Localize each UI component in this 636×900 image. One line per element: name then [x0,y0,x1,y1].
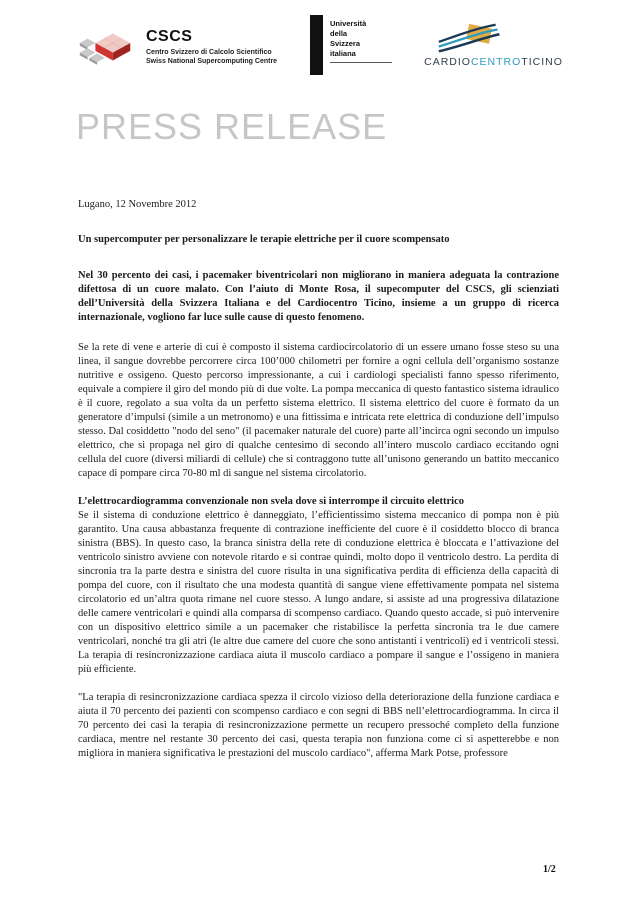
body-paragraph-1: Se la rete di vene e arterie di cui è composto il sistema cardiocircolatorio di un essere umano fosse steso su una linea, il sangue dovrebbe percorrere circa 100’000 chilometri per fornire a ogni cellula dell’organismo sostanze nutritive e ossigeno. Questo percorso impressionante, a cui i cardiologi specialisti fanno spesso riferimento, equivale a compiere il giro del mondo più di due volte. La pompa meccanica di questo fantastico sistema idraulico è il cuore, regolato a sua volta da un perfetto sistema elettrico. Il sistema elettrico del cuore è formato da un generatore d’impulsi (simile a un metronomo) e una fittissima e intricata rete elettrica di conduzione dell’impulso stesso. Dal cosiddetto "nodo del seno" (il pacemaker naturale del cuore) parte all’incirca ogni secondo un impulso elettrico, che si propaga nel giro di qualche centesimo di secondo all’intero muscolo cardiaco eccitando ogni cellula del cuore (diversi miliardi di cellule) che si contraggono tutte all’unisono generando un battito meccanico capace di pompare circa 70-80 ml di sangue nel sistema circolatorio. [78,342,559,479]
cardiocentro-logo [421,22,566,68]
cardio-text-part1: CARDIO [424,56,471,68]
usi-logo-rule [330,62,392,63]
cardio-text-part2: CENTRO [470,56,522,68]
dateline: Lugano, 12 Novembre 2012 [78,199,197,210]
usi-logo-bar [310,15,323,75]
page-number: 1/2 [543,864,556,875]
cardiocentro-logo-text [421,56,566,68]
lead-paragraph: Nel 30 percento dei casi, i pacemaker biventricolari non migliorano in maniera adeguata la contrazione difettosa di un cuore malato. Con l’aiuto di Monte Rosa, il supecomputer del CSCS, gli scienziati dell’Università della Svizzera Italiana e del Cardiocentro Ticino, insieme a un gruppo di ricerca internazionale, vogliono far luce sulle cause di questo fenomeno. [78,270,559,323]
document-title: Un supercomputer per personalizzare le terapie elettriche per il cuore scompensato [78,234,450,245]
section-subhead: L’elettrocardiogramma convenzionale non svela dove si interrompe il circuito elettrico [78,496,464,507]
usi-logo [310,15,392,79]
logo-header [78,14,566,84]
section-electrocardiogram [78,495,559,677]
usi-line-3: Svizzera [330,39,361,48]
cscs-subtitle-italian: Centro Svizzero di Calcolo Scientifico [146,49,272,56]
body-paragraph-3: "La terapia di resincronizzazione cardiaca spezza il circolo vizioso della deteriorazione della funzione cardiaca e aiuta il 70 percento dei pazienti con scompenso cardiaco e con segni di BBS nell’elettrocardiogramma. In circa il 70 percento dei casi la terapia di resincronizzazione permette un recupero pressoché completo della funzione cardiaca, mentre nel restante 30 percento dei casi, questa terapia non funziona come ci si aspetterebbe e non migliora in maniera significativa le prestazioni del muscolo cardiaco", afferma Mark Potse, professore [78,692,559,759]
cscs-logo [78,28,277,68]
cardio-text-part3: TICINO [521,56,563,68]
body-paragraph-2: Se il sistema di conduzione elettrico è danneggiato, l’efficientissimo sistema meccanico di pompa non è più garantito. Una causa abbastanza frequente di contrazione inefficiente del cuore è il cosiddetto blocco di branca sinistra (BBS). In questo caso, la branca sinistra della rete di conduzione elettrica è bloccata e l’attivazione del ventricolo sinistro avviene con notevole ritardo e si contrae quindi, molto dopo il ventricolo destro. La perdita di sincronia tra la parte destra e sinistra del cuore risulta in una significativa perdita di efficienza della capacità di pompa del cuore, con il risultato che una modesta quantità di sangue viene effettivamente pompata nel sistema circolatorio ed un’altra quota rimane nel cuore stesso. A lungo andare, si assiste ad una progressiva dilatazione delle camere ventricolari e quindi alla comparsa di scompenso cardiaco. Quando questo accade, si può intervenire con un dispositivo elettrico simile a un pacemaker che ristabilisce la perfetta sincronia tra le due camere ventricolari, nonché tra gli atri (le altre due camere del cuore che sono antistanti i ventricoli) ed i ventricoli stessi. La terapia di resincronizzazione cardiaca aiuta il muscolo cardiaco a pompare il sangue e l’ossigeno in maniera più efficiente. [78,510,559,675]
cscs-logo-text [146,28,277,66]
cscs-logo-name: CSCS [146,28,193,45]
usi-line-1: Università [330,19,367,28]
usi-logo-text [330,19,366,59]
usi-line-4: italiana [330,49,356,58]
press-release-banner: PRESS RELEASE [76,106,388,147]
cscs-cubes-icon [78,32,132,68]
cardiocentro-swoosh-icon [435,22,507,56]
usi-line-2: della [330,29,348,38]
document-body [78,198,559,775]
cscs-subtitle-english: Swiss National Supercomputing Centre [146,58,278,65]
